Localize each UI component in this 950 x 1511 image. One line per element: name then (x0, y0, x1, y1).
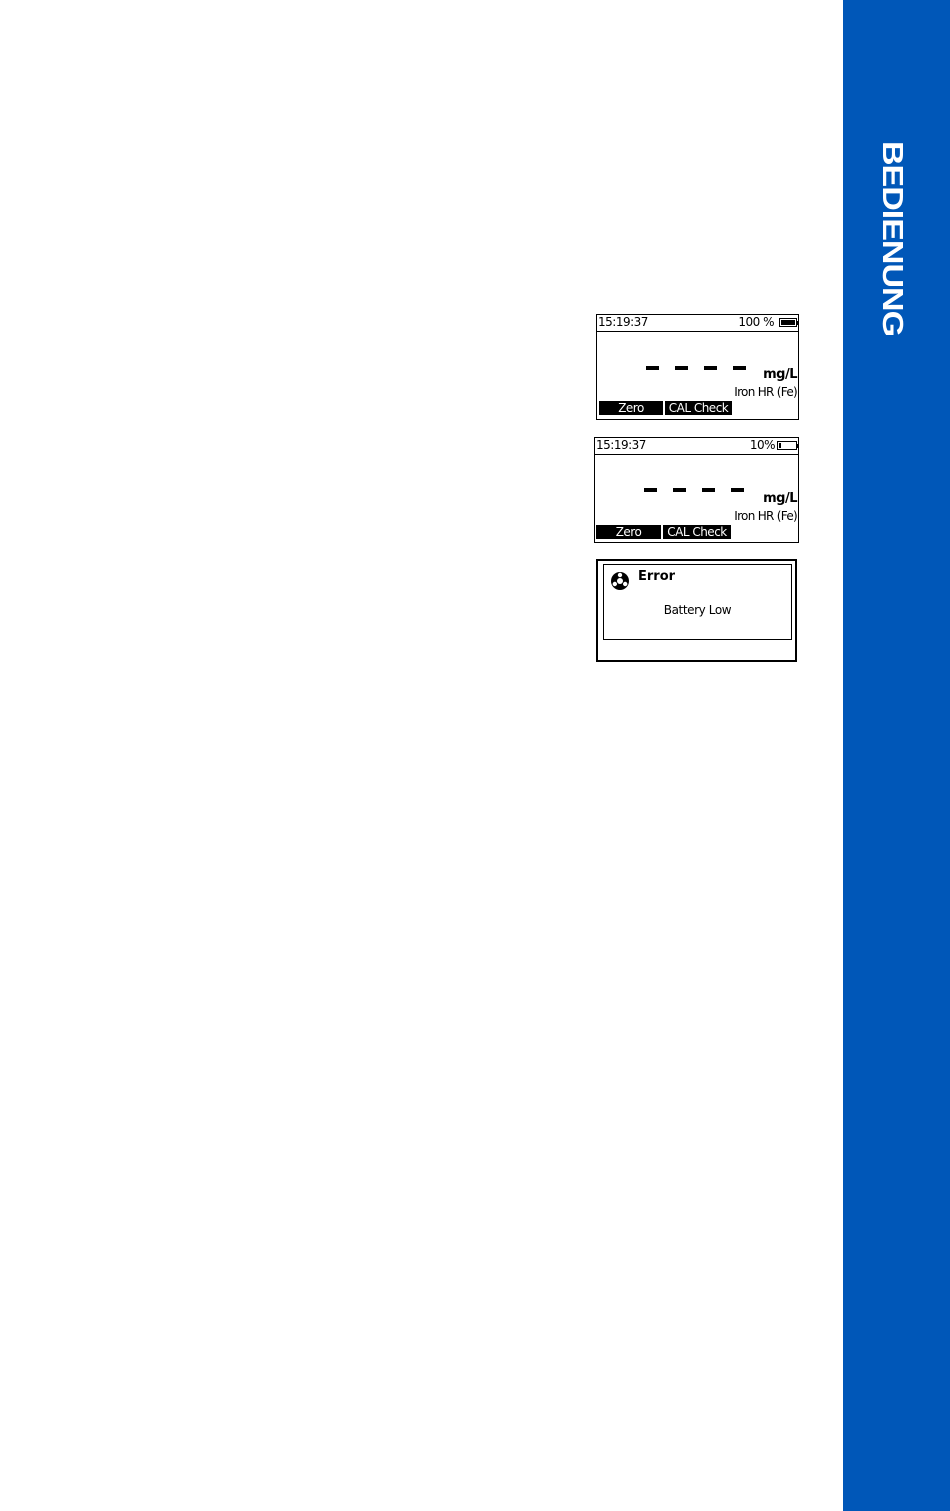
unit-label: mg/L (763, 491, 797, 506)
status-bar (597, 315, 798, 332)
zero-softkey[interactable]: Zero (599, 401, 663, 415)
cal-check-softkey[interactable]: CAL Check (663, 525, 731, 539)
error-dialog (603, 564, 792, 640)
meter-screen-low-battery (594, 437, 799, 543)
battery-percent: 10% (749, 438, 775, 452)
error-icon (610, 571, 630, 591)
meter-screen-full-battery (596, 314, 799, 420)
cal-check-softkey[interactable]: CAL Check (665, 401, 732, 415)
battery-icon (779, 318, 797, 327)
battery-icon (777, 441, 797, 450)
battery-percent: 100 % (738, 315, 774, 329)
clock: 15:19:37 (598, 315, 648, 329)
unit-label: mg/L (763, 367, 797, 382)
reading-dashes (644, 488, 744, 492)
battery-fill (781, 320, 795, 325)
section-tab-label: BEDIENUNG (876, 141, 909, 337)
method-name: Iron HR (Fe) (734, 509, 797, 523)
zero-softkey[interactable]: Zero (596, 525, 661, 539)
error-message: Battery Low (663, 603, 732, 617)
method-name: Iron HR (Fe) (734, 385, 797, 399)
error-title: Error (638, 569, 676, 584)
clock: 15:19:37 (596, 438, 646, 452)
error-dialog-screen (596, 559, 797, 662)
status-bar (595, 438, 798, 455)
reading-dashes (646, 366, 746, 370)
battery-fill (779, 443, 781, 448)
